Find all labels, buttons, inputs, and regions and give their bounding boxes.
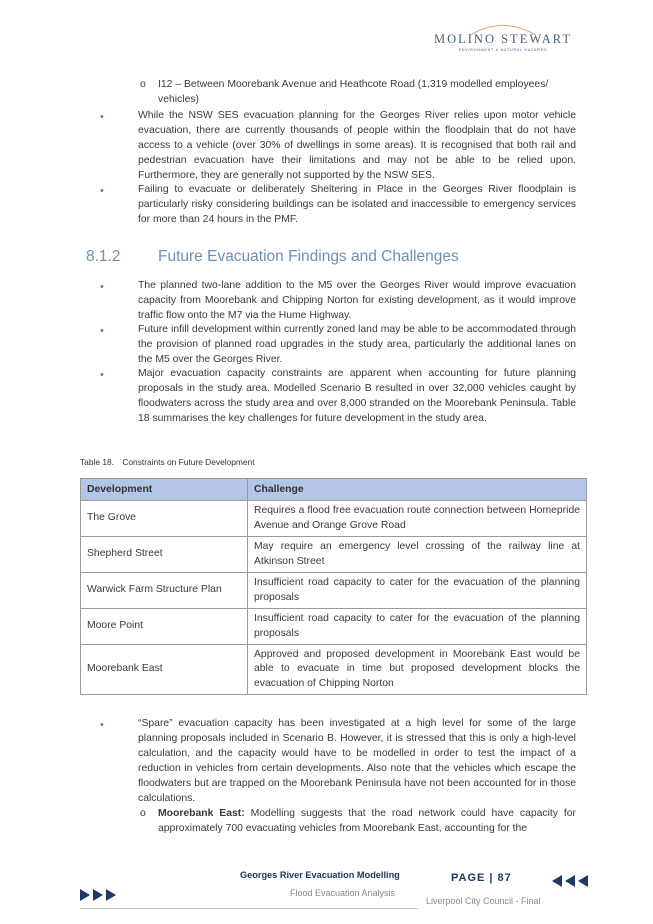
bullet-text: “Spare” evacuation capacity has been investigated at a high level for some of the large planning proposals included in Scenario B. However, it is stressed that this is only a high-level calculation, and the capacity would have to be modelled in order to test the impact of a reduction in vehicles from certain developments. Also note that the vehicles which escape the floodwaters but are trapped on the Moorebank Peninsula have not been accounted for in those calculations.	[138, 718, 576, 804]
section-heading	[86, 248, 459, 266]
challenge-cell: Requires a flood free evacuation route connection between Homepride Avenue and Orange Grove Road	[248, 501, 587, 537]
table-row	[81, 501, 587, 537]
sub-item-text: Modelling suggests that the road network could have capacity for approximately 700 evacuating vehicles from Moorebank East, accounting for the	[158, 808, 576, 834]
bullet-icon: •	[100, 185, 104, 197]
footer-client: Liverpool City Council - Final	[426, 896, 541, 906]
sub-item-moorebank-east	[158, 806, 576, 836]
table-caption-text: Constraints on Future Development	[122, 457, 255, 467]
forward-arrows-icon	[80, 888, 120, 907]
logo-name: MOLINO STEWART	[433, 32, 572, 46]
table-row	[81, 537, 587, 573]
column-header-challenge: Challenge	[248, 479, 587, 501]
section-number: 8.1.2	[86, 248, 121, 265]
company-logo	[433, 22, 573, 52]
back-arrows-icon	[552, 874, 592, 893]
table-row	[81, 573, 587, 609]
bullet-icon: •	[100, 281, 104, 293]
table-caption	[80, 457, 255, 467]
bullet-icon: •	[100, 325, 104, 337]
section-title: Future Evacuation Findings and Challenges	[158, 248, 459, 265]
table-row	[81, 645, 587, 695]
sub-item-i12: I12 – Between Moorebank Avenue and Heathcote Road (1,319 modelled employees/ vehicles)	[158, 79, 549, 105]
column-header-development: Development	[81, 479, 248, 501]
sub-item-label: Moorebank East:	[158, 808, 245, 819]
challenge-cell: Approved and proposed development in Moorebank East would be able to evacuate in time but proposed development blocks the evacuation of Chipping Norton	[248, 645, 587, 695]
table-header-row	[81, 479, 587, 501]
footer-title: Georges River Evacuation Modelling	[240, 870, 400, 880]
development-cell: Moorebank East	[81, 645, 248, 695]
sub-bullet-marker: o	[140, 808, 146, 819]
logo-tagline: ENVIRONMENT & NATURAL HAZARDS	[458, 48, 548, 52]
development-cell: Shepherd Street	[81, 537, 248, 573]
footer-subtitle: Flood Evacuation Analysis	[290, 888, 396, 898]
challenge-cell: May require an emergency level crossing of the railway line at Atkinson Street	[248, 537, 587, 573]
page-number: PAGE | 87	[451, 872, 512, 884]
bullet-text: Future infill development within currently zoned land may be able to be accommodated through the provision of planned road upgrades in the study area, particularly the additional lanes on the M5 over the Georges River.	[138, 324, 576, 365]
bullet-text: While the NSW SES evacuation planning for the Georges River relies upon motor vehicle evacuation, there are currently thousands of people within the floodplain that do not have access to a vehicle (over 30% of dwellings in some areas). It is recognised that both rail and pedestrian evacuation have their limitations and may not be able to be relied upon. Furthermore, they are generally not supported by the NSW SES.	[138, 110, 576, 181]
table-row	[81, 609, 587, 645]
challenge-cell: Insufficient road capacity to cater for the evacuation of the planning proposals	[248, 573, 587, 609]
bullet-text: Failing to evacuate or deliberately Sheltering in Place in the Georges River floodplain is particularly risky considering buildings can be isolated and inaccessible to emergency services for more than 24 hours in the PMF.	[138, 184, 576, 225]
development-cell: Warwick Farm Structure Plan	[81, 573, 248, 609]
development-cell: Moore Point	[81, 609, 248, 645]
bullet-icon: •	[100, 719, 104, 731]
bullet-icon: •	[100, 111, 104, 123]
constraints-table	[80, 478, 587, 695]
table-caption-number: Table 18.	[80, 457, 114, 467]
challenge-cell: Insufficient road capacity to cater for the evacuation of the planning proposals	[248, 609, 587, 645]
development-cell: The Grove	[81, 501, 248, 537]
footer-divider	[80, 908, 418, 909]
bullet-icon: •	[100, 369, 104, 381]
bullet-text: The planned two-lane addition to the M5 over the Georges River would improve evacuation capacity from Moorebank and Chipping Norton for existing development, as it would improve traffic flow onto the M7 via the Hume Highway.	[138, 280, 576, 321]
bullet-text: Major evacuation capacity constraints are apparent when accounting for future planning proposals in the study area. Modelled Scenario B resulted in over 32,000 vehicles caught by floodwaters across the study area and over 8,000 stranded on the Moorebank Peninsula. Table 18 summarises the key challenges for future development in the study area.	[138, 368, 576, 424]
sub-bullet-marker: o	[140, 79, 146, 90]
